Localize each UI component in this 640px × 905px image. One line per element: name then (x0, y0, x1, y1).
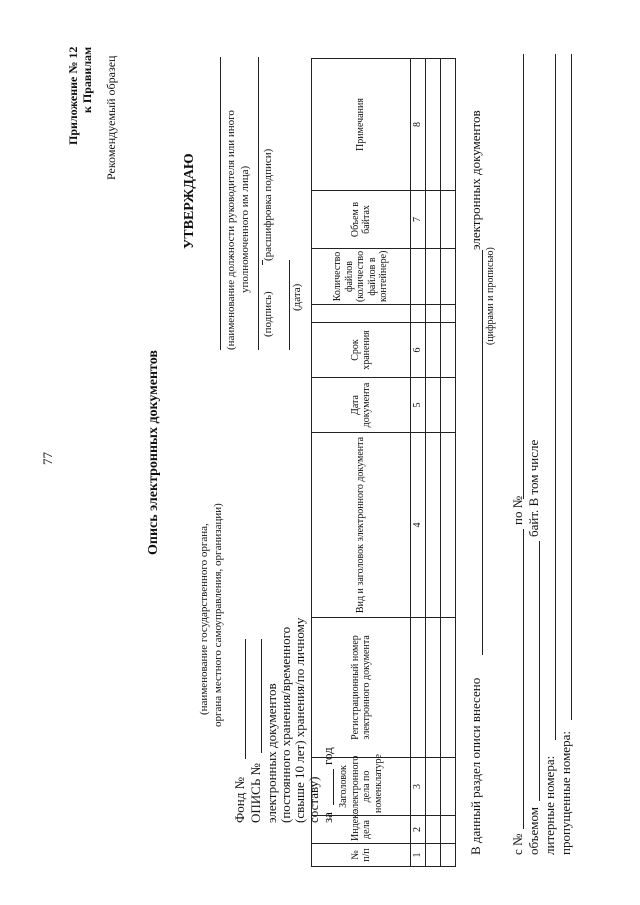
volume-label: объемом (526, 807, 541, 855)
desc-line-3: (свыше 10 лет) хранения/по личному (292, 617, 307, 823)
section-line (482, 250, 483, 655)
inventory-label: ОПИСЬ № (248, 763, 263, 823)
desc-line-1: электронных документов (264, 683, 279, 823)
year-label: год (320, 747, 335, 765)
table-number-row (411, 59, 426, 867)
col-header-index: Индекс дела (312, 816, 411, 844)
doc-title: Опись электронных документов (146, 350, 161, 555)
electronic-docs-label: электронных документов (468, 110, 483, 250)
table-row (441, 59, 456, 867)
position-caption: (наименование должности руководителя или иного (225, 110, 237, 350)
bytes-label: байт. В том числе (526, 439, 541, 537)
table-row (426, 59, 441, 867)
inventory-line (261, 639, 262, 753)
col-number: 4 (411, 433, 426, 618)
desc-line-4: составу) (306, 776, 321, 823)
decode-caption: (расшифровка подписи) (262, 148, 274, 261)
to-number-line (523, 54, 524, 499)
col-number: 7 (411, 191, 426, 249)
col-header-reg-number: Регистрационный номер электронного документа (312, 618, 411, 758)
fund-label: Фонд № (232, 777, 247, 823)
org-caption-1: (наименование государственного органа, (198, 523, 210, 715)
table-header-row (312, 59, 411, 867)
approval-heading: УТВЕРЖДАЮ (182, 153, 197, 249)
col-number: 6 (411, 323, 426, 378)
date-caption: (дата) (291, 283, 303, 311)
col-header-case-title: Заголовок электронного дела по номенклатуре (312, 758, 411, 816)
org-caption-2: органа местного самоуправления, организации) (212, 503, 224, 727)
signature-caption: (подпись) (262, 291, 274, 337)
literal-numbers-line (555, 54, 556, 740)
position-line-2 (258, 57, 259, 350)
col-number: 2 (411, 816, 426, 844)
col-number (411, 305, 426, 323)
position-caption-2: уполномоченного им лица) (239, 165, 251, 293)
to-number-label: по № (510, 495, 525, 525)
page-number: 77 (40, 452, 55, 465)
col-number: 3 (411, 758, 426, 816)
col-header-doc-title: Вид и заголовок электронного документа (312, 433, 411, 618)
desc-line-2: (постоянного хранения/временного (278, 626, 293, 823)
col-header-term: Срок хранения (312, 323, 411, 378)
col-number: 5 (411, 378, 426, 433)
col-header-blank (312, 305, 411, 323)
col-header-files: Количество файлов (количество файлов в контейнере) (312, 249, 411, 305)
col-header-date: Дата документа (312, 378, 411, 433)
digits-caption: (цифрами и прописью) (485, 247, 496, 345)
appendix-subtitle: к Правилам (80, 46, 94, 113)
fund-line (245, 639, 246, 759)
from-number-line (523, 529, 524, 829)
skipped-numbers-line (571, 54, 572, 720)
col-number: 8 (411, 59, 426, 191)
appendix-title: Приложение № 12 (66, 46, 80, 145)
date-line (289, 260, 290, 350)
literal-numbers-label: литерные номера: (542, 755, 557, 855)
col-number (411, 618, 426, 758)
section-text: В данный раздел описи внесено (468, 677, 483, 855)
col-header-notes: Примечания (312, 59, 411, 191)
position-line (220, 57, 221, 350)
col-header-num: № п/п (312, 844, 411, 867)
for-label: за (320, 812, 335, 823)
volume-line (539, 541, 540, 801)
col-number (411, 249, 426, 305)
inventory-table (311, 58, 456, 867)
col-header-bytes: Объем в байтах (312, 191, 411, 249)
skipped-numbers-label: пропущенные номера: (558, 731, 573, 855)
from-number-label: с № (510, 833, 525, 855)
col-number: 1 (411, 844, 426, 867)
appendix-sample: Рекомендуемый образец (104, 55, 118, 180)
